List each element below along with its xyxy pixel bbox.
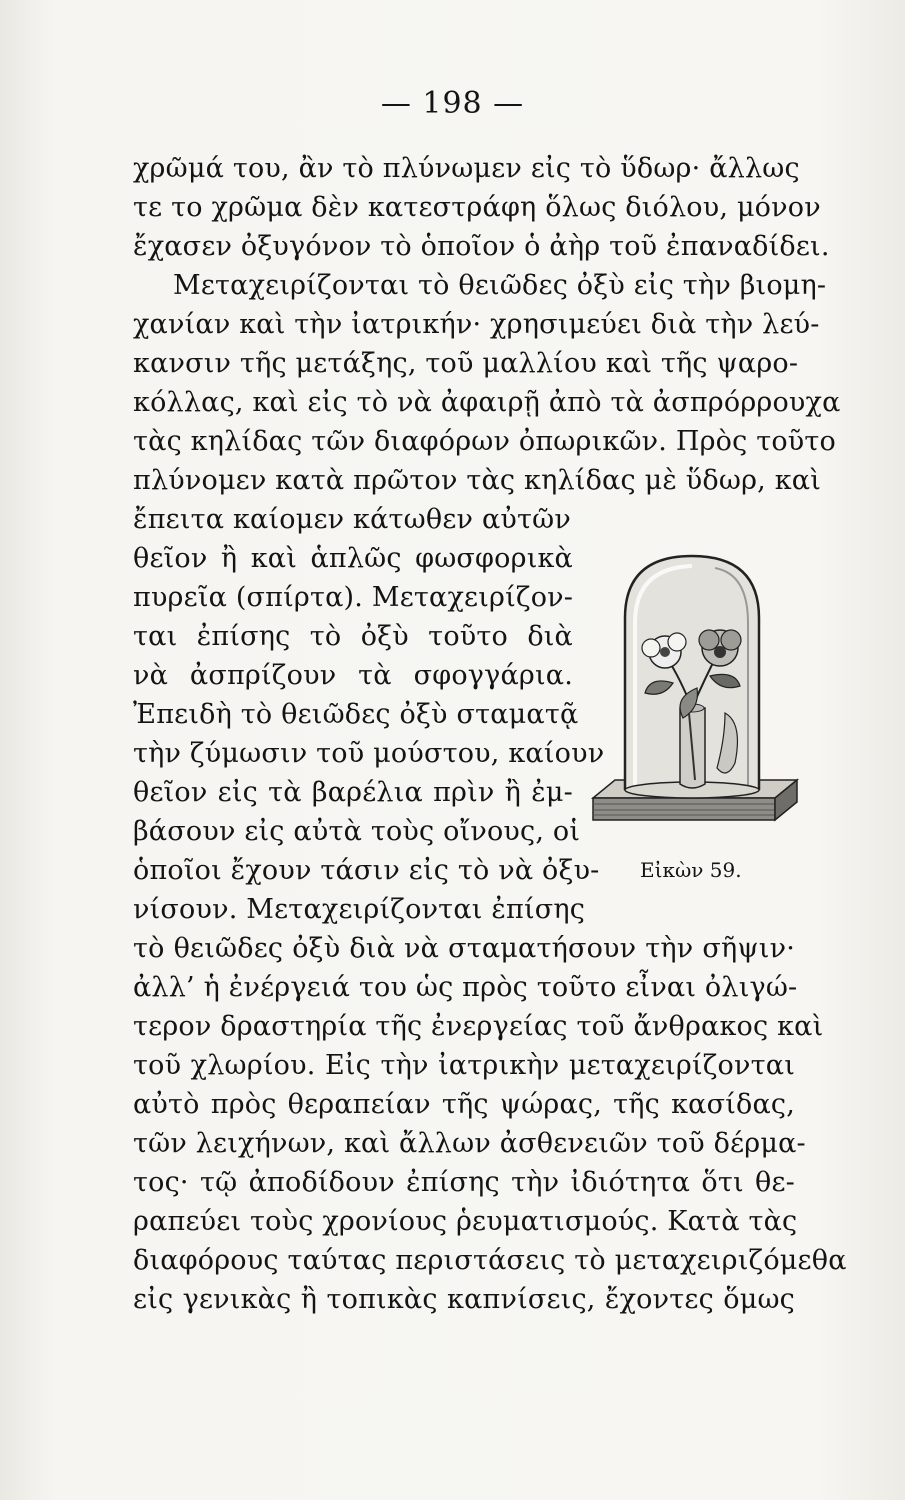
bell-jar-icon bbox=[585, 548, 800, 848]
text-line: ὁποῖοι ἔχουν τάσιν εἰς τὸ νὰ ὀξυ- bbox=[133, 855, 600, 886]
text-line: διαφόρους ταύτας περιστάσεις τὸ μεταχειριζόμεθα bbox=[133, 1245, 847, 1276]
text-line: ἔπειτα καίομεν κάτωθεν αὐτῶν bbox=[133, 504, 571, 535]
text-line: τὰς κηλίδας τῶν διαφόρων ὀπωρικῶν. Πρὸς τοῦτο bbox=[133, 426, 837, 457]
bell-jar-illustration bbox=[585, 548, 800, 848]
text-line: νὰ ἀσπρίζουν τὰ σφογγάρια. bbox=[133, 660, 573, 691]
text-line: χανίαν καὶ τὴν ἰατρικήν· χρησιμεύει διὰ τὴν λεύ- bbox=[133, 309, 820, 340]
text-line: τος· τῷ ἀποδίδουν ἐπίσης τὴν ἰδιότητα ὅτι θε- bbox=[133, 1167, 795, 1198]
text-line: τερον δραστηρία τῆς ἐνεργείας τοῦ ἄνθρακος καὶ bbox=[133, 1011, 824, 1042]
text-line: εἰς γενικὰς ἢ τοπικὰς καπνίσεις, ἔχοντες ὅμως bbox=[133, 1284, 795, 1315]
text-line: χρῶμά του, ἂν τὸ πλύνωμεν εἰς τὸ ὕδωρ· ἄλλως bbox=[133, 153, 800, 184]
text-line: θεῖον εἰς τὰ βαρέλια πρὶν ἢ ἐμ- bbox=[133, 777, 573, 808]
text-line: τὸ θειῶδες ὀξὺ διὰ νὰ σταματήσουν τὴν σῆψιν· bbox=[133, 933, 795, 964]
text-line: πλύνομεν κατὰ πρῶτον τὰς κηλίδας μὲ ὕδωρ, καὶ bbox=[133, 465, 822, 496]
text-line: νίσουν. Μεταχειρίζονται ἐπίσης bbox=[133, 894, 586, 925]
text-line: ἔχασεν ὀξυγόνον τὸ ὁποῖον ὁ ἀὴρ τοῦ ἐπαναδίδει. bbox=[133, 231, 830, 262]
text-line: τῶν λειχήνων, καὶ ἄλλων ἀσθενειῶν τοῦ δέρμα- bbox=[133, 1128, 806, 1159]
text-line: τὴν ζύμωσιν τοῦ μούστου, καίουν bbox=[133, 738, 605, 769]
text-line: ἀλλ’ ἡ ἐνέργειά του ὡς πρὸς τοῦτο εἶναι ὀλιγώ- bbox=[133, 972, 798, 1003]
text-line-indent: Μεταχειρίζονται τὸ θειῶδες ὀξὺ εἰς τὴν βιομη- bbox=[173, 270, 827, 301]
text-line: ται ἐπίσης τὸ ὀξὺ τοῦτο διὰ bbox=[133, 621, 573, 652]
text-line: κανσιν τῆς μετάξης, τοῦ μαλλίου καὶ τῆς ψαρο- bbox=[133, 348, 799, 379]
text-line: τε το χρῶμα δὲν κατεστράφη ὅλως διόλου, μόνον bbox=[133, 192, 821, 223]
text-line: ραπεύει τοὺς χρονίους ῥευματισμούς. Κατὰ τὰς bbox=[133, 1206, 798, 1237]
text-line: Ἐπειδὴ τὸ θειῶδες ὀξὺ σταματᾷ bbox=[133, 699, 579, 730]
text-line: κόλλας, καὶ εἰς τὸ νὰ ἀφαιρῇ ἀπὸ τὰ ἀσπρόρρουχα bbox=[133, 387, 841, 418]
text-line: αὐτὸ πρὸς θεραπείαν τῆς ψώρας, τῆς κασίδας, bbox=[133, 1089, 795, 1120]
text-line: πυρεῖα (σπίρτα). Μεταχειρίζον- bbox=[133, 582, 574, 613]
text-line: βάσουν εἰς αὐτὰ τοὺς οἴνους, οἱ bbox=[133, 816, 581, 847]
page-number: — 198 — bbox=[380, 86, 525, 121]
figure-caption: Εἰκὼν 59. bbox=[640, 858, 742, 882]
text-line: θεῖον ἢ καὶ ἁπλῶς φωσφορικὰ bbox=[133, 543, 573, 574]
text-line: τοῦ χλωρίου. Εἰς τὴν ἰατρικὴν μεταχειρίζονται bbox=[133, 1050, 795, 1081]
